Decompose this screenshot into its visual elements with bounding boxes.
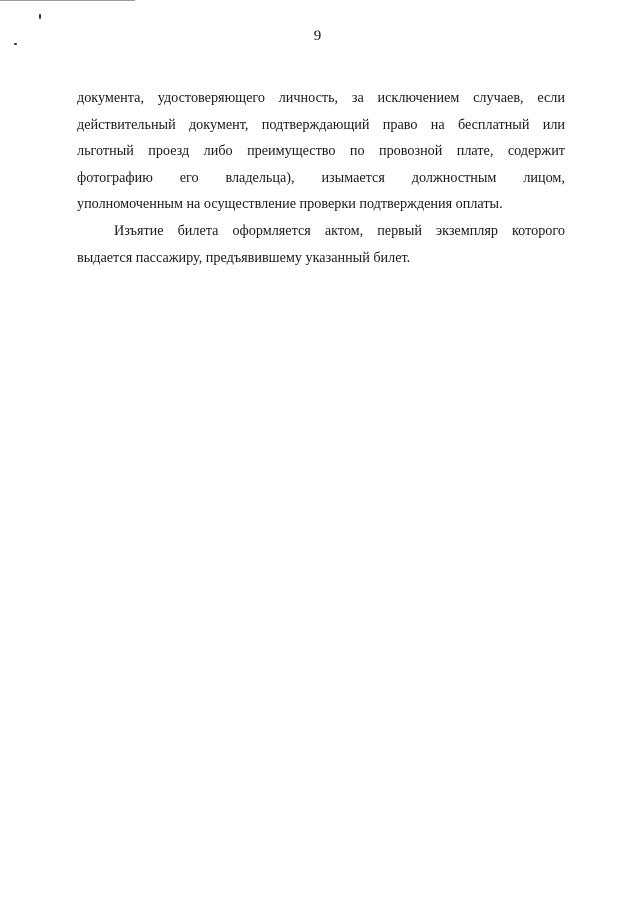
word: лицом,	[523, 169, 565, 186]
word: должностным	[411, 169, 497, 186]
word: документ,	[188, 116, 249, 133]
word: содержит	[507, 143, 565, 160]
word: преимущество	[247, 143, 336, 160]
word: бесплатный	[457, 116, 530, 133]
text-line	[77, 112, 565, 139]
paragraph-2	[77, 218, 565, 271]
word: изымается	[321, 169, 385, 186]
text-line: выдается пассажиру, предъявившему указанный билет.	[77, 249, 411, 266]
document-body	[77, 85, 565, 271]
word: право	[382, 116, 418, 133]
word: его	[179, 169, 199, 186]
word: случаев,	[473, 90, 524, 106]
text-line	[77, 218, 565, 245]
word: оформляется	[232, 222, 311, 239]
text-line	[77, 165, 565, 192]
word: на	[430, 116, 445, 133]
paragraph-1	[77, 85, 565, 218]
scan-artifact-line	[0, 0, 135, 1]
word: льготный	[77, 143, 134, 160]
word: Изъятие	[114, 222, 164, 239]
word: подтверждающий	[261, 116, 370, 133]
word: фотографию	[77, 169, 153, 186]
word: личность,	[278, 90, 339, 106]
word: действительный	[77, 116, 176, 133]
word: экземпляр	[436, 222, 498, 239]
scan-artifact-dot	[39, 14, 41, 19]
word: если	[537, 90, 565, 106]
word: исключением	[377, 90, 460, 106]
word: владельца),	[225, 169, 295, 186]
word: удостоверяющего	[157, 90, 265, 106]
word: проезд	[148, 143, 190, 160]
word: или	[542, 116, 565, 133]
text-line: уполномоченным на осуществление проверки подтверждения оплаты.	[77, 196, 503, 213]
word: билета	[177, 222, 219, 239]
text-line	[77, 138, 565, 165]
text-line	[77, 85, 565, 112]
word: первый	[377, 222, 423, 239]
word: по	[349, 143, 365, 160]
page-number: 9	[313, 28, 322, 44]
word: актом,	[324, 222, 364, 239]
word: плате,	[456, 143, 494, 160]
word: документа,	[77, 90, 144, 106]
word: которого	[512, 222, 565, 239]
word: за	[351, 90, 364, 106]
word: провозной	[378, 143, 443, 160]
word: либо	[203, 143, 233, 160]
